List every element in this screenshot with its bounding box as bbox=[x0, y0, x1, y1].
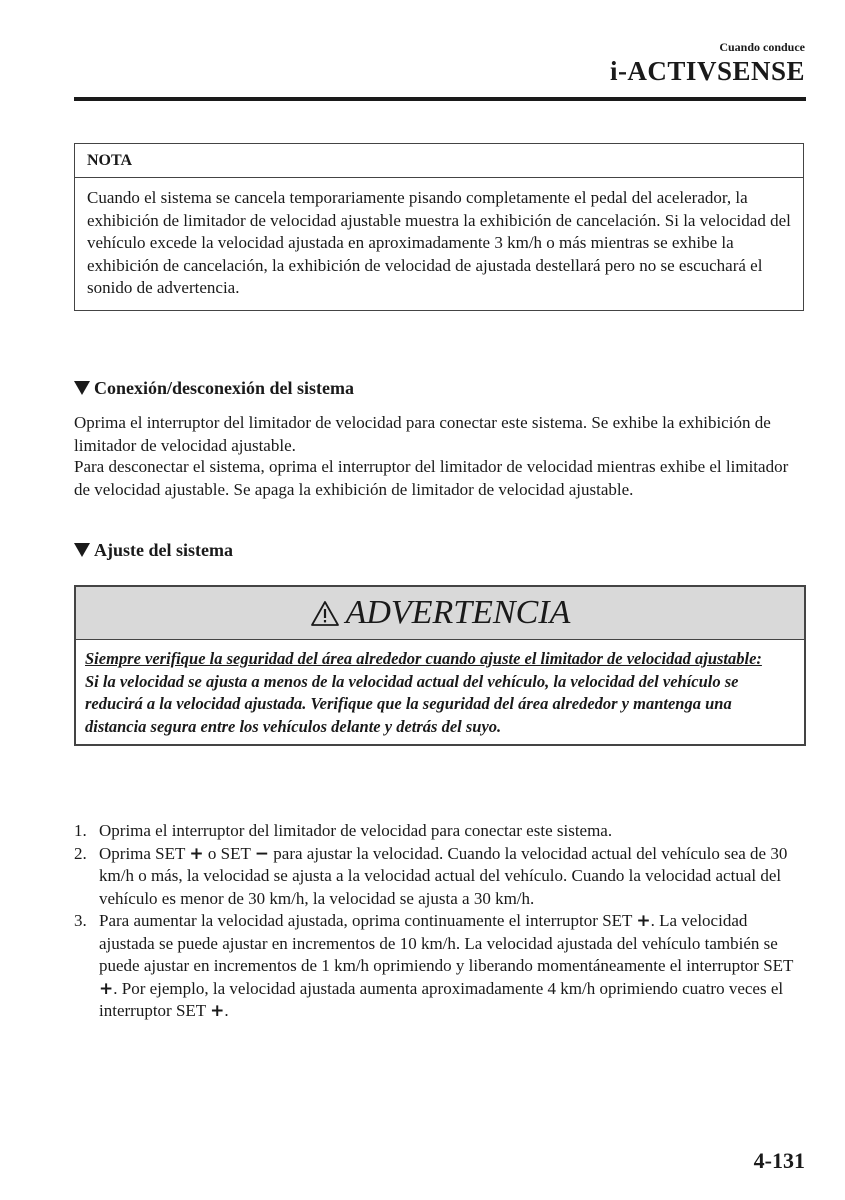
list-item bbox=[74, 820, 806, 843]
page-number: 4-131 bbox=[753, 1148, 805, 1173]
warning-triangle-icon bbox=[310, 600, 340, 627]
step-number: 2. bbox=[74, 843, 87, 863]
warning-title: ADVERTENCIA bbox=[345, 594, 571, 631]
paragraph: Para desconectar el sistema, oprima el interruptor del limitador de velocidad mientras exhibe el limitador de velocidad ajustable. Se apaga la exhibición de limitador de velocidad ajustable. bbox=[74, 457, 789, 499]
step-text: Oprima el interruptor del limitador de velocidad para conectar este sistema. bbox=[99, 821, 613, 840]
section-heading-text: Ajuste del sistema bbox=[94, 540, 233, 560]
warning-box bbox=[74, 585, 806, 746]
plus-symbol: + bbox=[636, 911, 651, 931]
running-header-title: i-ACTIVSENSE bbox=[609, 56, 805, 86]
plus-symbol: + bbox=[99, 978, 114, 999]
paragraph: Oprima el interruptor del limitador de velocidad para conectar este sistema. Se exhibe la exhibición de limitador de velocidad ajustable. bbox=[74, 413, 771, 455]
warning-header bbox=[76, 587, 804, 640]
section-heading-text: Conexión/desconexión del sistema bbox=[94, 378, 355, 398]
step-number: 3. bbox=[74, 911, 87, 930]
step-text: Oprima SET + o SET − para ajustar la velocidad. Cuando la velocidad actual del vehículo sea de 30 km/h o más, la velocidad se ajusta a la velocidad actual del vehículo. Cuando la velocidad actual del vehículo es menor de 30 km/h, la velocidad se ajusta a 30 km/h. bbox=[99, 843, 788, 908]
section-heading-conexion bbox=[74, 378, 354, 399]
step-text: Para aumentar la velocidad ajustada, oprima continuamente el interruptor SET +. La velocidad ajustada se puede ajustar en incrementos de 10 km/h. La velocidad ajustada del vehículo también se puede ajustar en incrementos de 1 km/h oprimiendo y liberando momentáneamente el interruptor SET +. Por ejemplo, la velocidad ajustada aumenta aproximadamente 4 km/h oprimiendo cuatro veces el interruptor SET +. bbox=[99, 911, 794, 1021]
plus-symbol: + bbox=[210, 1001, 225, 1021]
note-label: NOTA bbox=[75, 144, 803, 178]
steps-list bbox=[74, 820, 806, 1023]
list-item bbox=[74, 843, 806, 911]
note-box bbox=[74, 143, 804, 311]
warning-body bbox=[76, 640, 804, 744]
plus-symbol: + bbox=[189, 843, 204, 864]
running-header-section: Cuando conduce bbox=[719, 40, 805, 54]
minus-symbol: − bbox=[254, 843, 270, 864]
triangle-bullet-icon bbox=[74, 543, 90, 557]
warning-text: Si la velocidad se ajusta a menos de la velocidad actual del vehículo, la velocidad del vehículo se reducirá a la velocidad ajustada. Verifique que la seguridad del área alrededor y mantenga una distancia segura entre los vehículos delante y detrás del suyo. bbox=[85, 671, 739, 736]
list-item bbox=[74, 910, 806, 1023]
step-number: 1. bbox=[74, 821, 87, 840]
warning-underlined-text: Siempre verifique la seguridad del área alrededor cuando ajuste el limitador de velocidad ajustable: bbox=[85, 649, 762, 668]
header-rule bbox=[74, 97, 806, 101]
section-heading-ajuste bbox=[74, 540, 233, 561]
triangle-bullet-icon bbox=[74, 381, 90, 395]
note-text: Cuando el sistema se cancela temporariamente pisando completamente el pedal del acelerador, la exhibición de limitador de velocidad ajustable muestra la exhibición de cancelación. Si la velocidad del vehículo excede la velocidad ajustada en aproximadamente 3 km/h o más mientras se exhibe la exhibición de cancelación, la exhibición de velocidad de ajustada destellará pero no se escuchará el sonido de advertencia. bbox=[87, 188, 791, 297]
